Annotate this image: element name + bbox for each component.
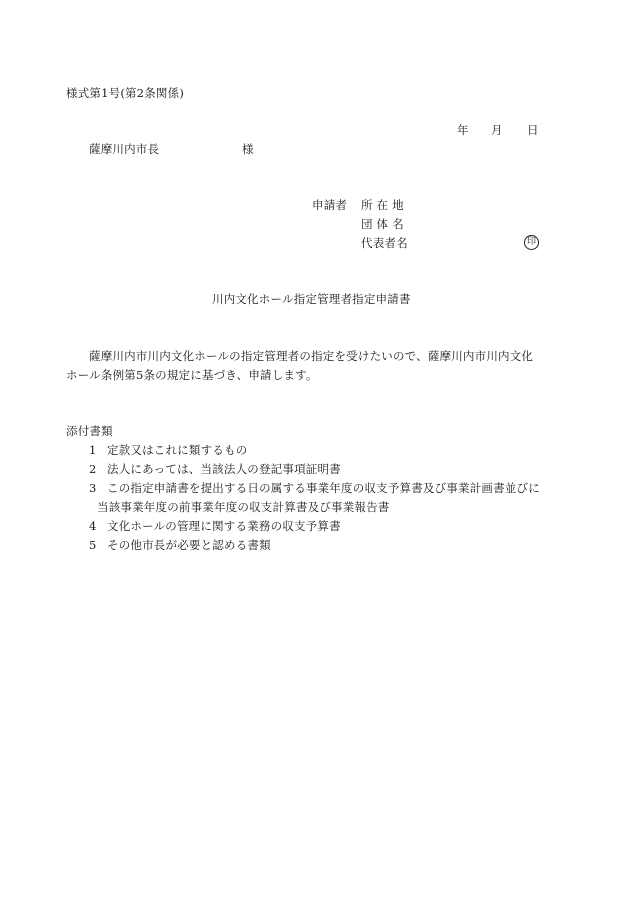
attachment-item-2-num: 2 [89,462,97,476]
attachment-item-5-text: その他市長が必要と認める書類 [107,538,271,552]
addressee-honorific: 様 [242,142,254,156]
attachment-item-4-text: 文化ホールの管理に関する業務の収支予算書 [107,519,341,533]
attachment-item-1-text: 定款又はこれに類するもの [107,443,248,457]
addressee-name: 薩摩川内市長 [89,142,160,156]
applicant-rep-label: 代表者名 [361,236,408,250]
attachments-heading: 添付書類 [66,424,113,438]
applicant-label: 申請者 [312,198,348,212]
seal-stamp [524,235,539,250]
seal-char: 印 [526,237,536,247]
attachment-item-4-num: 4 [89,519,97,533]
applicant-address-label: 所 在 地 [361,198,404,212]
attachment-item-3-continuation: 当該事業年度の前事業年度の収支計算書及び事業報告書 [97,500,390,514]
date-year: 年 [457,123,469,137]
form-label: 様式第1号(第2条関係) [66,86,185,100]
applicant-org-label: 団 体 名 [361,217,404,231]
document-title: 川内文化ホール指定管理者指定申請書 [212,292,411,306]
date-month: 月 [491,123,503,137]
attachment-item-3-text: この指定申請書を提出する日の属する事業年度の収支予算書及び事業計画書並びに [107,481,540,495]
body-line-1: 薩摩川内市川内文化ホールの指定管理者の指定を受けたいので、薩摩川内市川内文化 [89,349,534,363]
attachment-item-1-num: 1 [89,443,97,457]
date-day: 日 [527,123,539,137]
attachment-item-5-num: 5 [89,538,97,552]
body-line-2: ホール条例第5条の規定に基づき、申請します。 [66,368,318,382]
attachment-item-3-num: 3 [89,481,97,495]
attachment-item-2-text: 法人にあっては、当該法人の登記事項証明書 [107,462,341,476]
